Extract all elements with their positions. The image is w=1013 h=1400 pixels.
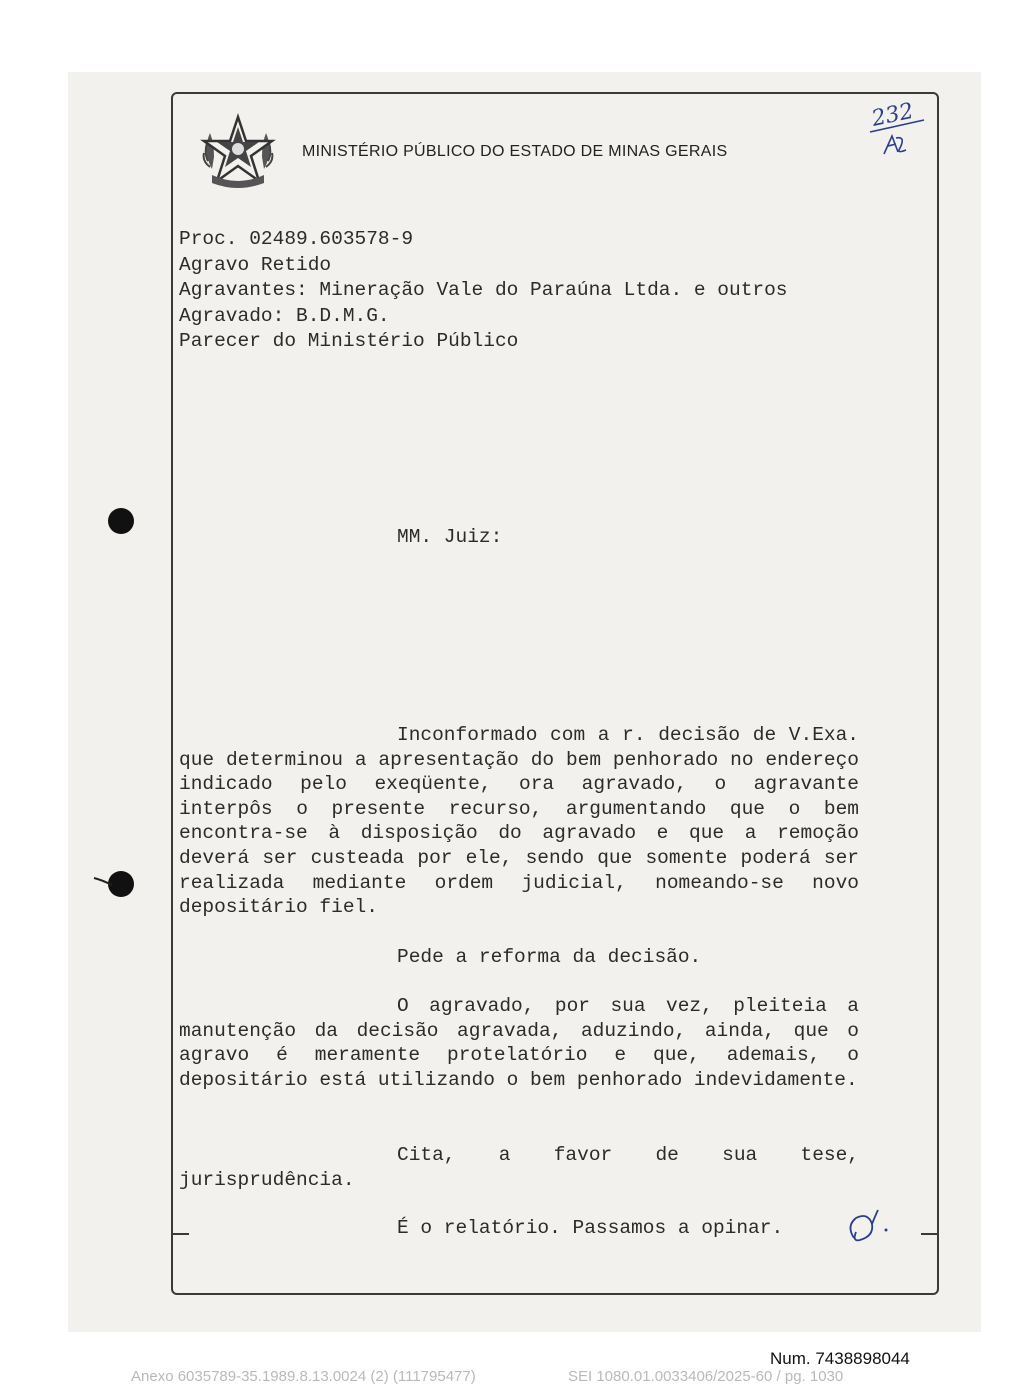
salutation: MM. Juiz:: [397, 526, 503, 548]
appellants: Agravantes: Mineração Vale do Paraúna Ltda. e outros: [179, 279, 788, 301]
opinion-title: Parecer do Ministério Público: [179, 330, 519, 352]
sei-reference: SEI 1080.01.0033406/2025-60 / pg. 1030: [568, 1368, 844, 1385]
appeal-type: Agravo Retido: [179, 253, 332, 276]
paragraph-conclusion: É o relatório. Passamos a opinar.: [397, 1217, 784, 1239]
pen-stroke: [92, 874, 116, 888]
punch-hole: [108, 508, 134, 534]
institution-header: MINISTÉRIO PÚBLICO DO ESTADO DE MINAS GERAIS: [302, 143, 728, 160]
process-number: Proc. 02489.603578-9: [179, 228, 414, 250]
margin-mark: [921, 1233, 939, 1235]
handwritten-folio-mark: [862, 92, 932, 162]
paragraph-jurisprudence: Cita, a favor de sua tese, jurisprudência.: [179, 1144, 859, 1191]
paragraph-summary: Inconformado com a r. decisão de V.Exa. que determinou a apresentação do bem penhorado no endereço indicado pelo exeqüente, ora agravado, o agravante interpôs o presente recurso, argumentando que o bem encontra-se à disposição do agravado e que a remoção deverá ser custeada por ele, sendo que somente poderá ser realizada mediante ordem judicial, nomeando-se novo depositário fiel.: [179, 724, 859, 919]
paragraph-request: Pede a reforma da decisão.: [397, 946, 702, 968]
margin-mark: [171, 1233, 189, 1235]
minas-gerais-coat-of-arms-icon: [198, 113, 278, 191]
document-number: Num. 7438898044: [770, 1349, 910, 1368]
folio-number: 232: [869, 98, 916, 132]
paragraph-appellee: O agravado, por sua vez, pleiteia a manutenção da decisão agravada, aduzindo, ainda, que o agravo é meramente protelatório e que, ademais, o depositário está utilizando o bem penhorado indevidamente.: [179, 995, 859, 1091]
appellee: Agravado: B.D.M.G.: [179, 304, 390, 327]
case-metadata: [179, 227, 788, 355]
handwritten-initial: [842, 1208, 892, 1248]
annex-reference: Anexo 6035789-35.1989.8.13.0024 (2) (111795477): [131, 1368, 476, 1385]
